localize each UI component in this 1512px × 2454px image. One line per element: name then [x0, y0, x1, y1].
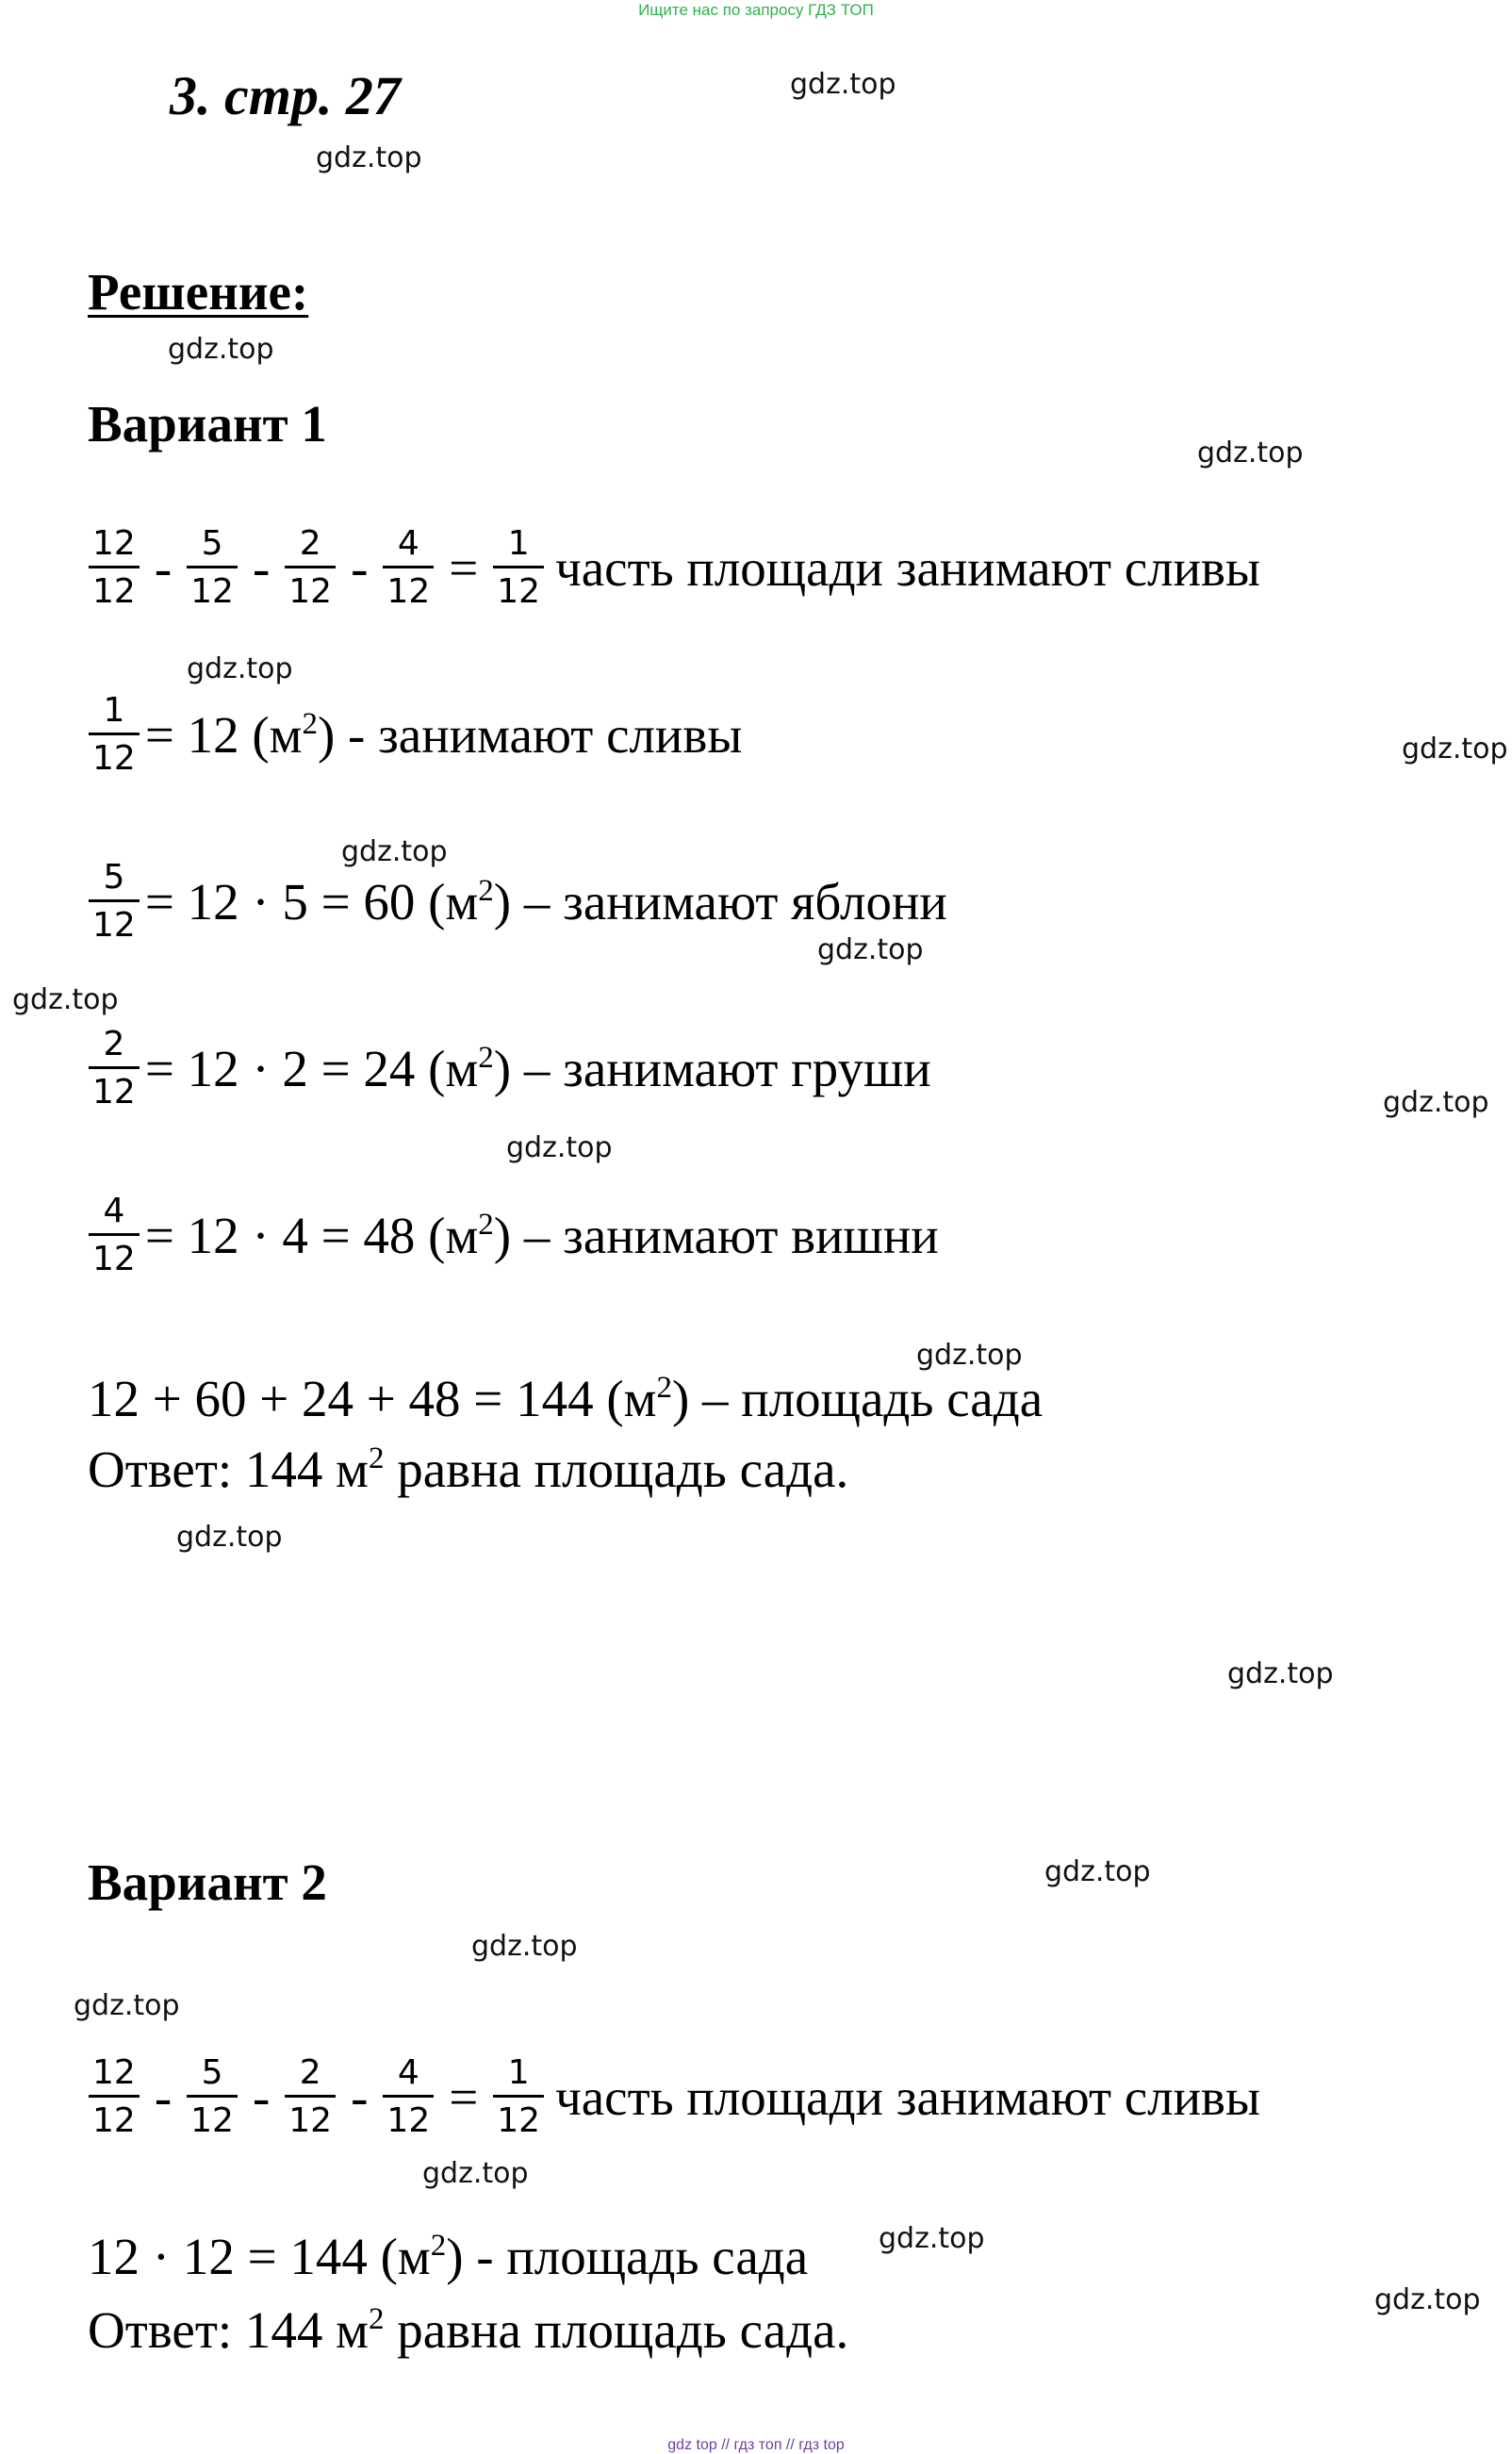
- fraction: $\frac{4}{12}$: [89, 1194, 140, 1277]
- watermark: gdz.top: [341, 835, 448, 868]
- watermark: gdz.top: [316, 141, 422, 174]
- minus-sign: -: [154, 2067, 173, 2126]
- footer[interactable]: gdz top // гдз топ // гдз top: [667, 2437, 845, 2453]
- fraction: $\frac{1}{12}$: [493, 2055, 544, 2139]
- watermark: gdz.top: [1383, 1086, 1489, 1119]
- solution-heading: Решение:: [88, 263, 309, 321]
- watermark: gdz.top: [1402, 733, 1508, 766]
- equation-text: = 12 · 2 = 24 $(м^2)$ – занимают груши: [144, 1039, 931, 1097]
- fraction: $\frac{1}{12}$: [89, 693, 140, 777]
- watermark: gdz.top: [1197, 436, 1304, 469]
- watermark: gdz.top: [176, 1521, 283, 1554]
- watermark: gdz.top: [817, 933, 924, 966]
- equation-text: часть площади занимают сливы: [555, 2067, 1260, 2126]
- variant-1-equation-2: [83, 693, 742, 777]
- variant-1-heading: Вариант 1: [88, 395, 327, 453]
- watermark: gdz.top: [74, 1989, 180, 2022]
- equation-text: часть площади занимают сливы: [555, 538, 1260, 597]
- watermark: gdz.top: [1374, 2283, 1481, 2316]
- minus-sign: -: [351, 538, 369, 597]
- equation-text: = 12 · 5 = 60 $(м^2)$ – занимают яблони: [144, 872, 947, 931]
- fraction: $\frac{5}{12}$: [187, 2055, 238, 2139]
- equation-text: = 12 · 4 = 48 $(м^2)$ – занимают вишни: [144, 1206, 939, 1264]
- minus-sign: -: [351, 2067, 369, 2126]
- watermark: gdz.top: [879, 2222, 985, 2255]
- fraction: $\frac{2}{12}$: [89, 1027, 140, 1111]
- variant-1-answer: Ответ: 144 $м^2$ равна площадь сада.: [88, 1441, 849, 1498]
- fraction: $\frac{5}{12}$: [187, 526, 238, 610]
- variant-1-equation-4: [83, 1027, 931, 1111]
- minus-sign: -: [252, 2067, 271, 2126]
- watermark: gdz.top: [506, 1131, 613, 1164]
- fraction: $\frac{12}{12}$: [89, 526, 140, 610]
- watermark: gdz.top: [916, 1339, 1023, 1372]
- watermark: gdz.top: [1044, 1855, 1151, 1888]
- watermark: gdz.top: [168, 333, 274, 366]
- variant-2-answer: Ответ: 144 $м^2$ равна площадь сада.: [88, 2301, 849, 2359]
- fraction: $\frac{5}{12}$: [89, 860, 140, 944]
- variant-2-calc: 12 · 12 = 144 $(м^2)$ - площадь сада: [88, 2228, 809, 2285]
- fraction: $\frac{12}{12}$: [89, 2055, 140, 2139]
- variant-2-heading: Вариант 2: [88, 1853, 327, 1911]
- watermark: gdz.top: [422, 2157, 529, 2190]
- fraction: $\frac{1}{12}$: [493, 526, 544, 610]
- watermark: gdz.top: [187, 652, 293, 685]
- watermark: gdz.top: [471, 1930, 578, 1963]
- equation-text: = 12 $(м^2)$ - занимают сливы: [144, 705, 743, 764]
- variant-1-equation-5: [83, 1194, 939, 1277]
- fraction: $\frac{4}{12}$: [383, 526, 434, 610]
- minus-sign: -: [252, 538, 271, 597]
- variant-1-equation-3: [83, 860, 947, 944]
- minus-sign: -: [154, 538, 173, 597]
- fraction: $\frac{4}{12}$: [383, 2055, 434, 2139]
- equals-sign: =: [449, 538, 479, 597]
- watermark: gdz.top: [790, 68, 896, 101]
- top-banner[interactable]: Ищите нас по запросу ГДЗ ТОП: [638, 1, 874, 19]
- watermark: gdz.top: [12, 983, 119, 1016]
- variant-1-equation-1: [83, 526, 1260, 610]
- fraction: $\frac{2}{12}$: [285, 526, 336, 610]
- variant-2-equation-1: [83, 2055, 1260, 2139]
- equals-sign: =: [449, 2067, 479, 2126]
- watermark: gdz.top: [1227, 1657, 1334, 1690]
- variant-1-sum: 12 + 60 + 24 + 48 = 144 $(м^2)$ – площадь сада: [88, 1370, 1044, 1427]
- fraction: $\frac{2}{12}$: [285, 2055, 336, 2139]
- task-number: 3. стр. 27: [170, 65, 401, 126]
